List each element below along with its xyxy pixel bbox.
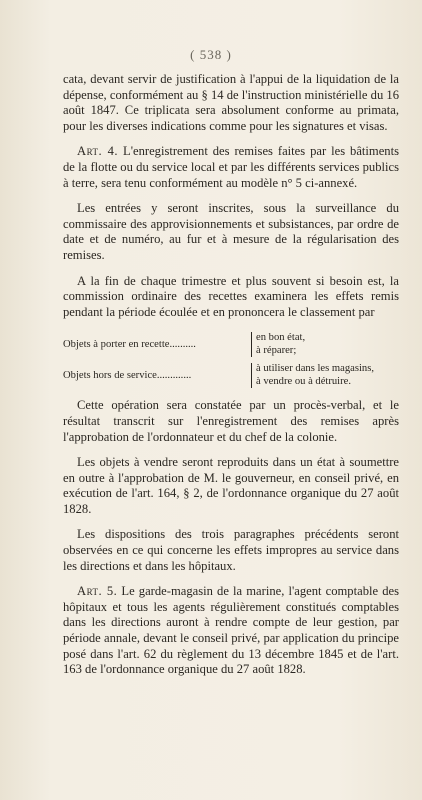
paragraph-objects-to-sell: Les objets à vendre seront reproduits dans un état à soumettre en outre à l'approbation de M. le gouverneur, en conseil privé, en exécution de l'art. 164, § 2, de l'ordonnance organique du 27 août 1828. — [63, 455, 399, 516]
classification-table — [63, 332, 399, 388]
option-to-repair: à réparer; — [256, 344, 297, 356]
article-5-text: Le garde-magasin de la marine, l'agent comptable des hôpitaux et tous les agents régulièrement constitués comptables dans les directions auront à rendre compte de leur gestion, par période annale, devant le conseil privé, par application du principe posé dans l'art. 62 du règlement du 13 décembre 1845 et de l'art. 163 de l'ordonnance organique du 27 août 1828. — [63, 584, 399, 677]
article-4 — [63, 144, 399, 191]
paragraph-quarterly-review: A la fin de chaque trimestre et plus souvent si besoin est, la commission ordinaire des recettes examinera les effets remis pendant la période écoulée et en prononcera le classement par — [63, 273, 399, 319]
classification-options-unserviceable — [251, 363, 374, 388]
article-5 — [63, 584, 399, 678]
article-4-text: L'enregistrement des remises faites par les bâtiments de la flotte ou du service local et par les différents services publics à terre, sera tenu conformément au modèle n° 5 ci-annexé. — [63, 144, 399, 190]
paragraph-proces-verbal: Cette opération sera constatée par un procès-verbal, et le résultat transcrit sur l'enregistrement des remises après l'approbation de l'ordonnateur et du chef de la colonie. — [63, 398, 399, 444]
page-number: ( 538 ) — [190, 47, 232, 62]
classification-label-unserviceable: Objets hors de service............. — [63, 369, 192, 381]
page-body — [63, 72, 399, 678]
article-5-label: Art. 5. — [77, 584, 118, 599]
paragraph-dispositions: Les dispositions des trois paragraphes précédents seront observées en ce qui concerne les effets impropres au service dans les directions et dans les hôpitaux. — [63, 527, 399, 573]
option-good-condition: en bon état, — [256, 332, 306, 344]
paragraph-entries: Les entrées y seront inscrites, sous la surveillance du commissaire des approvisionnements et subsistances, par ordre de date et de numéro, au fur et à mesure de la régularisation des remises. — [63, 201, 399, 262]
classification-row-unserviceable — [63, 363, 399, 388]
paragraph-continuation: cata, devant servir de justification à l'appui de la liquidation de la dépense, conformément au § 14 de l'instruction ministérielle du 16 août 1847. Ce triplicata sera absolument conforme au primata, pour les diverses indications comme pour les signatures et visas. — [63, 72, 399, 133]
option-use-in-stores: à utiliser dans les magasins, — [256, 363, 374, 375]
classification-label-receipt: Objets à porter en recette.......... — [63, 338, 196, 350]
option-sell-or-destroy: à vendre ou à détruire. — [256, 375, 352, 387]
article-4-label: Art. 4. — [77, 144, 119, 159]
classification-options-receipt — [251, 332, 305, 357]
classification-row-receipt — [63, 332, 399, 357]
